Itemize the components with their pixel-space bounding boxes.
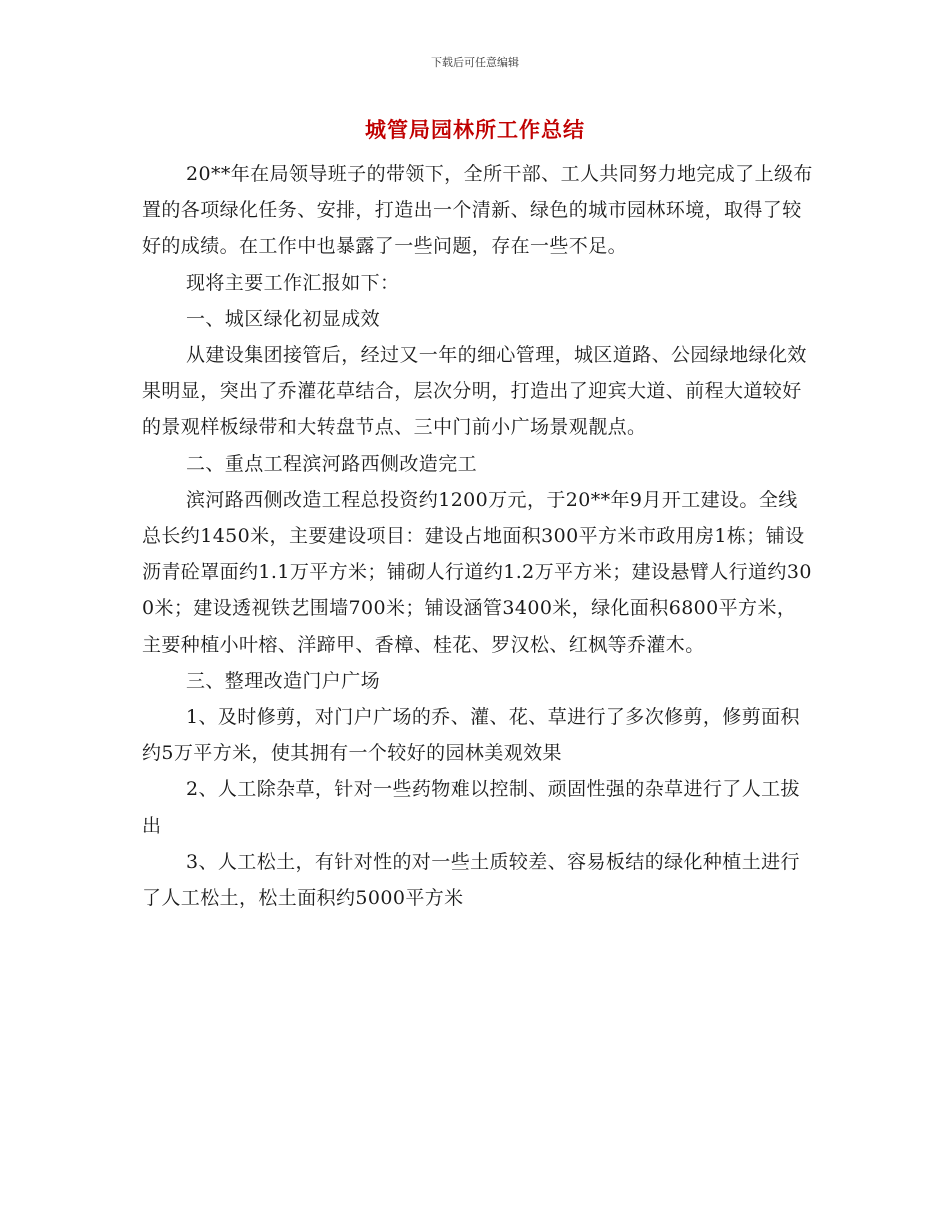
list-item-2: 2、人工除杂草，针对一些药物难以控制、顽固性强的杂草进行了人工拔出 <box>142 778 800 837</box>
list-item-3: 3、人工松土，有针对性的对一些土质较差、容易板结的绿化种植土进行了人工松土，松土面积约5000平方米 <box>142 850 800 910</box>
paragraph-section-2: 滨河路西侧改造工程总投资约1200万元，于20**年9月开工建设。全线总长约1450米，主要建设项目：建设占地面积300平方米市政用房1栋；铺设沥青砼罩面约1.1万平方米；铺砌人行道约1.2万平方米；建设悬臂人行道约300米；建设透视铁艺围墙700米；铺设涵管3400米，绿化面积6800平方米，主要种植小叶榕、洋蹄甲、香樟、桂花、罗汉松、红枫等乔灌木。 <box>142 488 812 656</box>
section-heading-2: 二、重点工程滨河路西侧改造完工 <box>186 452 478 475</box>
paragraph-intro: 20**年在局领导班子的带领下，全所干部、工人共同努力地完成了上级布置的各项绿化任务、安排，打造出一个清新、绿色的城市园林环境，取得了较好的成绩。在工作中也暴露了一些问题，存在一些不足。 <box>142 163 813 258</box>
paragraph-report-lead: 现将主要工作汇报如下： <box>186 271 400 294</box>
paragraph-section-1: 从建设集团接管后，经过又一年的细心管理，城区道路、公园绿地绿化效果明显，突出了乔灌花草结合，层次分明，打造出了迎宾大道、前程大道较好的景观样板绿带和大转盘节点、三中门前小广场景观靓点。 <box>142 344 807 439</box>
header-note: 下载后可任意编辑 <box>431 56 519 69</box>
document-title: 城管局园林所工作总结 <box>365 118 585 142</box>
section-heading-3: 三、整理改造门户广场 <box>186 669 381 692</box>
document-body <box>142 156 814 916</box>
section-heading-1: 一、城区绿化初显成效 <box>186 307 381 330</box>
list-item-1: 1、及时修剪，对门户广场的乔、灌、花、草进行了多次修剪，修剪面积约5万平方米，使其拥有一个较好的园林美观效果 <box>142 706 800 765</box>
